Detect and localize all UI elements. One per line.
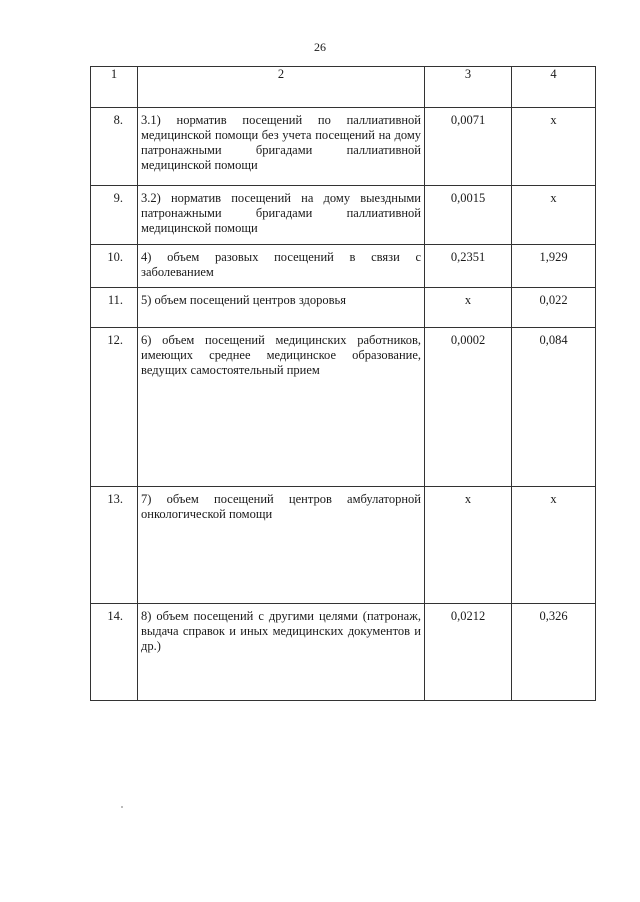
table-row — [91, 186, 596, 245]
row-value-3: х — [425, 487, 512, 604]
row-value-3: 0,0071 — [425, 108, 512, 186]
row-value-4: 0,326 — [512, 604, 596, 701]
table-row — [91, 487, 596, 604]
header-cell-3: 3 — [425, 67, 512, 108]
row-description: 5) объем посещений центров здоровья — [138, 288, 425, 328]
table-row — [91, 288, 596, 328]
row-value-3: 0,0002 — [425, 328, 512, 487]
row-value-4: 1,929 — [512, 245, 596, 288]
row-description: 3.1) норматив посещений по паллиативной медицинской помощи без учета посещений на дому патронажными бригадами паллиативной медицинской помощи — [138, 108, 425, 186]
row-description: 7) объем посещений центров амбулаторной онкологической помощи — [138, 487, 425, 604]
row-value-4: х — [512, 108, 596, 186]
row-number: 9. — [91, 186, 138, 245]
table-row — [91, 328, 596, 487]
row-value-4: х — [512, 487, 596, 604]
row-number: 10. — [91, 245, 138, 288]
page-number: 26 — [314, 40, 326, 54]
row-value-3: 0,0015 — [425, 186, 512, 245]
row-value-4: 0,022 — [512, 288, 596, 328]
row-description: 8) объем посещений с другими целями (патронаж, выдача справок и иных медицинских документов и др.) — [138, 604, 425, 701]
table-header-row — [91, 67, 596, 108]
row-number: 14. — [91, 604, 138, 701]
header-cell-4: 4 — [512, 67, 596, 108]
row-description: 3.2) норматив посещений на дому выездными патронажными бригадами паллиативной медицинской помощи — [138, 186, 425, 245]
row-value-3: 0,2351 — [425, 245, 512, 288]
row-number: 13. — [91, 487, 138, 604]
row-number: 11. — [91, 288, 138, 328]
row-value-4: 0,084 — [512, 328, 596, 487]
row-description: 6) объем посещений медицинских работников, имеющих среднее медицинское образование, ведущих самостоятельный прием — [138, 328, 425, 487]
table-row — [91, 604, 596, 701]
row-value-4: х — [512, 186, 596, 245]
scan-speck — [121, 806, 123, 808]
header-cell-2: 2 — [138, 67, 425, 108]
header-cell-1: 1 — [91, 67, 138, 108]
row-value-3: 0,0212 — [425, 604, 512, 701]
table-row — [91, 108, 596, 186]
row-description: 4) объем разовых посещений в связи с заболеванием — [138, 245, 425, 288]
data-table — [90, 66, 596, 701]
table-row — [91, 245, 596, 288]
row-number: 12. — [91, 328, 138, 487]
row-number: 8. — [91, 108, 138, 186]
row-value-3: х — [425, 288, 512, 328]
